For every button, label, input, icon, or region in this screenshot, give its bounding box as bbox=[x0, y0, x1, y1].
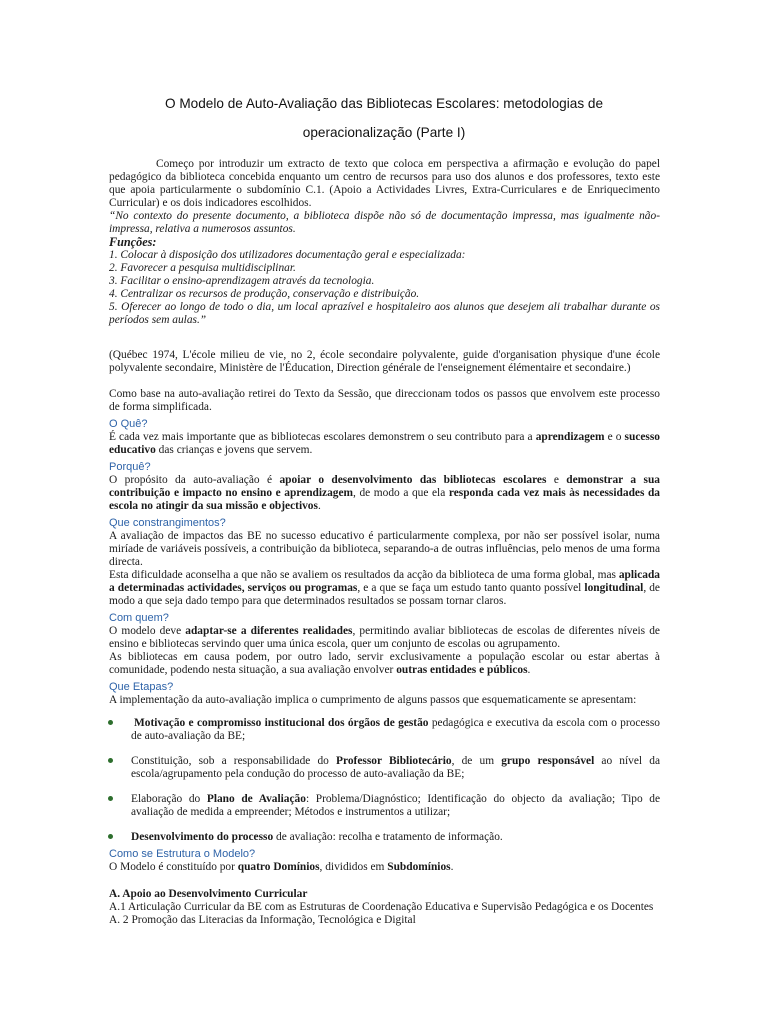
function-item: 1. Colocar à disposição dos utilizadores documentação geral e especializada: bbox=[109, 249, 466, 261]
com-quem-paragraph-2: As bibliotecas em causa podem, por outro lado, servir exclusivamente a população escolar ou estar abertas à comunidade, podendo nesta situação, a sua avaliação envolver outras entidades e públicos. bbox=[109, 651, 660, 676]
heading-estrutura: Como se Estrutura o Modelo? bbox=[109, 848, 256, 860]
source-citation bbox=[109, 349, 660, 375]
heading-porque: Porquê? bbox=[109, 461, 151, 473]
function-item: 2. Favorecer a pesquisa multidisciplinar. bbox=[109, 262, 296, 274]
bullet-icon bbox=[108, 834, 113, 839]
heading-constrangimentos: Que constrangimentos? bbox=[109, 517, 226, 529]
heading-etapas: Que Etapas? bbox=[109, 681, 174, 693]
constrangimentos-paragraph-1: A avaliação de impactos das BE no sucesso educativo é particularmente complexa, por não ser possível isolar, numa miríade de variáveis possíveis, a contribuição da biblioteca, separando-a de outras influências, pelo menos de uma forma directa. bbox=[109, 530, 660, 568]
heading-o-que: O Quê? bbox=[109, 418, 148, 430]
bullet-icon bbox=[108, 758, 113, 763]
list-item: Constituição, sob a responsabilidade do Professor Bibliotecário, de um grupo responsável ao nível da escola/agrupamento pela condução do processo de auto-avaliação da BE; bbox=[109, 755, 660, 781]
bullet-icon bbox=[108, 720, 113, 725]
o-que-paragraph: É cada vez mais importante que as bibliotecas escolares demonstrem o seu contributo para a aprendizagem e o sucesso educativo das crianças e jovens que servem. bbox=[109, 431, 660, 456]
etapas-list bbox=[109, 717, 660, 844]
list-item: Motivação e compromisso institucional dos órgãos de gestão pedagógica e executiva da escola com o processo de auto-avaliação da BE; bbox=[109, 717, 660, 743]
dominio-a-item: A.1 Articulação Curricular da BE com as Estruturas de Coordenação Educativa e Supervisão Pedagógica e os Docentes bbox=[109, 901, 654, 913]
document-title-line-1: O Modelo de Auto-Avaliação das Bibliotecas Escolares: metodologias de bbox=[164, 96, 604, 111]
functions-heading: Funções: bbox=[109, 235, 157, 249]
heading-com-quem: Com quem? bbox=[109, 612, 169, 624]
basis-paragraph: Como base na auto-avaliação retirei do Texto da Sessão, que direccionam todos os passos que envolvem este processo de forma simplificada. bbox=[109, 388, 660, 413]
estrutura-paragraph: O Modelo é constituído por quatro Domínios, divididos em Subdomínios. bbox=[109, 861, 454, 873]
com-quem-paragraph-1: O modelo deve adaptar-se a diferentes realidades, permitindo avaliar bibliotecas de escolas de diferentes níveis de ensino e bibliotecas servindo quer uma única escola, quer um conjunto de escolas ou agrupamento. bbox=[109, 625, 660, 650]
dominio-a-item: A. 2 Promoção das Literacias da Informação, Tecnológica e Digital bbox=[109, 914, 416, 926]
list-item: Elaboração do Plano de Avaliação: Problema/Diagnóstico; Identificação do objecto da avaliação; Tipo de avaliação de medida a empreender; Métodos e instrumentos a utilizar; bbox=[109, 793, 660, 819]
intro-quote: “No contexto do presente documento, a biblioteca dispõe não só de documentação impressa, mas igualmente não-impressa, relativa a numerosos assuntos. bbox=[109, 210, 660, 235]
document-title-line-2: operacionalização (Parte I) bbox=[302, 125, 466, 140]
function-item: 3. Facilitar o ensino-aprendizagem através da tecnologia. bbox=[109, 275, 375, 287]
function-item: 4. Centralizar os recursos de produção, conservação e distribuição. bbox=[109, 288, 420, 300]
intro-paragraph: Começo por introduzir um extracto de texto que coloca em perspectiva a afirmação e evolução do papel pedagógico da biblioteca concebida enquanto um centro de recursos para uso dos alunos e dos professores, texto este que apoia particularmente o subdomínio C.1. (Apoio a Actividades Livres, Extra-Curriculares e de Enriquecimento Curricular) e os dois indicadores escolhidos. bbox=[109, 158, 660, 209]
bullet-icon bbox=[108, 796, 113, 801]
list-item: Desenvolvimento do processo de avaliação: recolha e tratamento de informação. bbox=[109, 831, 660, 844]
porque-paragraph: O propósito da auto-avaliação é apoiar o desenvolvimento das bibliotecas escolares e demonstrar a sua contribuição e impacto no ensino e aprendizagem, de modo a que ela responda cada vez mais às necessidades da escola no atingir da sua missão e objectivos. bbox=[109, 474, 660, 512]
main-content bbox=[109, 388, 660, 927]
constrangimentos-paragraph-2: Esta dificuldade aconselha a que não se avaliem os resultados da acção da biblioteca de uma forma global, mas aplicada a determinadas actividades, serviços ou programas, e a que se faça um estudo tanto quanto possível longitudinal, de modo a que seja dado tempo para que determinados resultados se possam tornar claros. bbox=[109, 569, 660, 607]
etapas-intro: A implementação da auto-avaliação implica o cumprimento de alguns passos que esquematicamente se apresentam: bbox=[109, 694, 637, 706]
function-item: 5. Oferecer ao longo de todo o dia, um local aprazível e hospitaleiro aos alunos que desejem ali trabalhar durante os períodos sem aulas.” bbox=[109, 301, 660, 326]
intro-section bbox=[109, 158, 660, 327]
source-text: (Québec 1974, L'école milieu de vie, no 2, école secondaire polyvalente, guide d'organisation physique d'une école polyvalente secondaire, Ministère de l'Éducation, Direction générale de l'enseignement élémentaire et secondaire.) bbox=[109, 349, 660, 374]
dominio-a-heading: A. Apoio ao Desenvolvimento Curricular bbox=[109, 888, 308, 900]
